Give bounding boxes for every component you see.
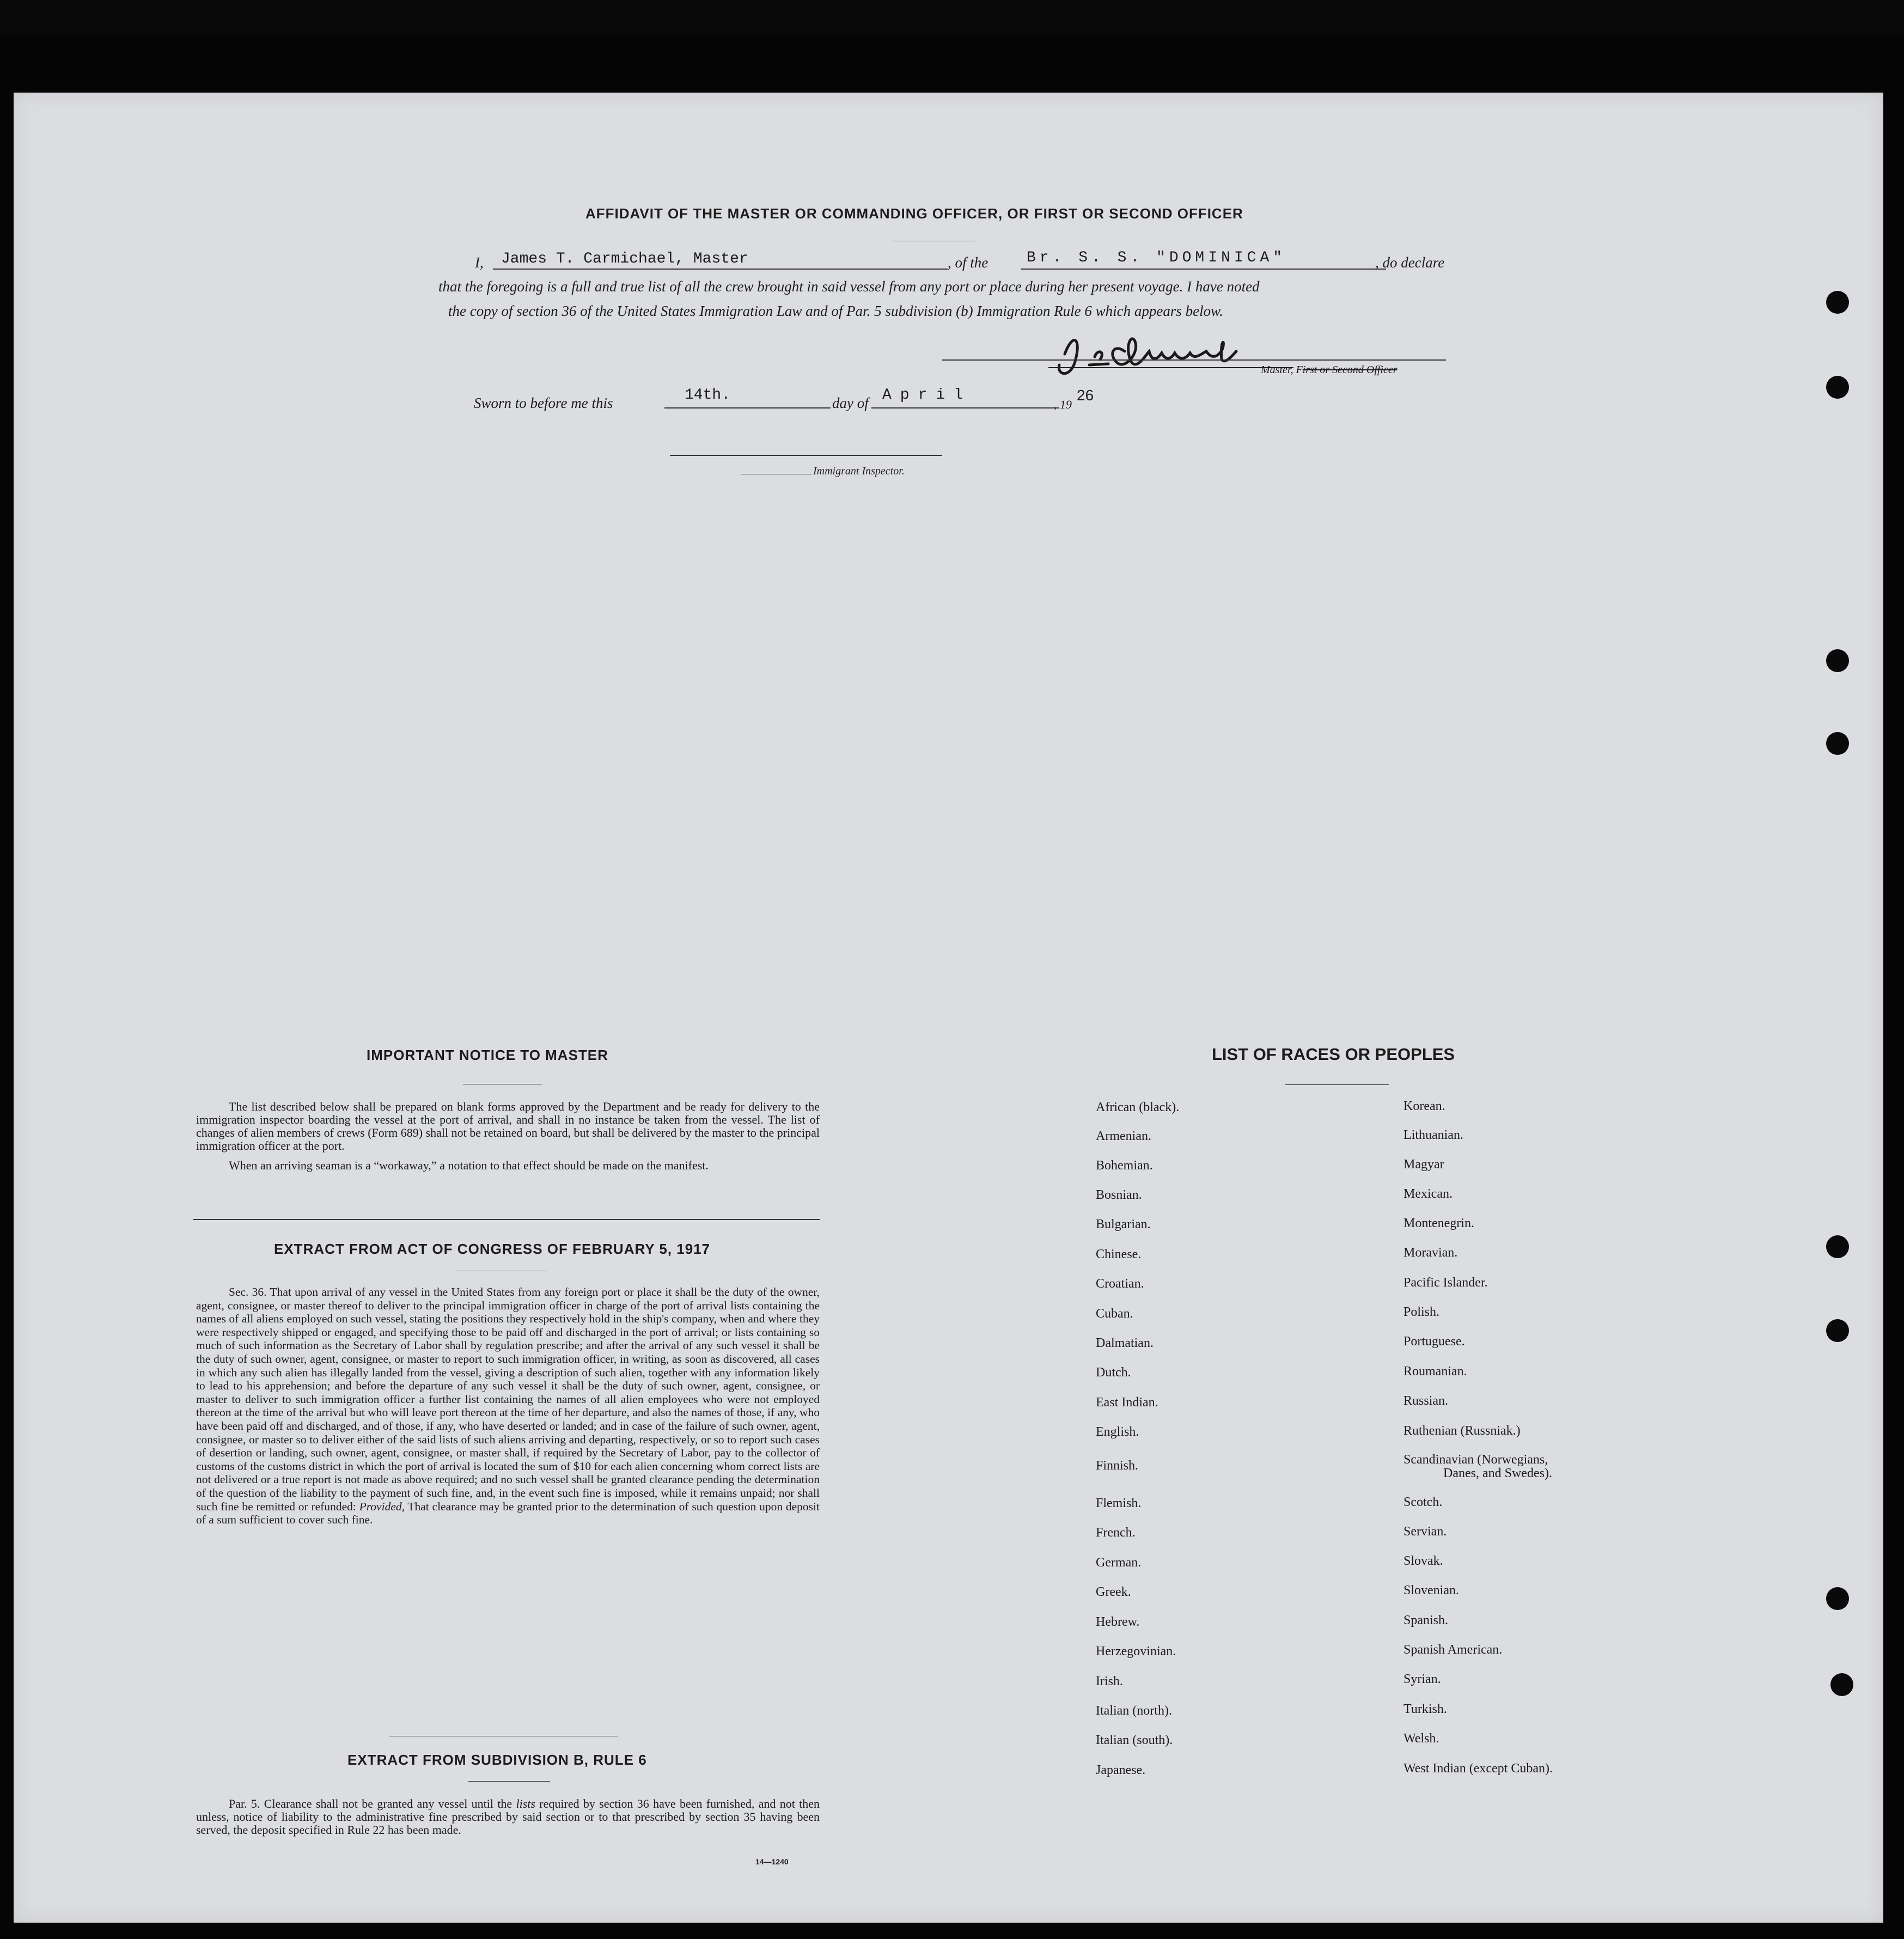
signature-line bbox=[942, 359, 1446, 361]
race-item: French. bbox=[1096, 1526, 1136, 1540]
year-field: 26 bbox=[1077, 387, 1094, 404]
race-item: Italian (north). bbox=[1096, 1704, 1172, 1718]
extract-rule-title: EXTRACT FROM SUBDIVISION B, RULE 6 bbox=[347, 1752, 647, 1768]
sworn-month-field: April bbox=[882, 387, 972, 404]
race-item: Greek. bbox=[1096, 1585, 1131, 1599]
binder-hole bbox=[1826, 732, 1849, 755]
race-item: Japanese. bbox=[1096, 1763, 1146, 1777]
binder-hole bbox=[1826, 376, 1849, 399]
race-item: Slovenian. bbox=[1403, 1583, 1459, 1597]
sworn-day-field: 14th. bbox=[685, 387, 731, 404]
race-item: Bosnian. bbox=[1096, 1188, 1142, 1202]
day-underline bbox=[664, 407, 831, 408]
race-item: Herzegovinian. bbox=[1096, 1644, 1176, 1658]
race-item: German. bbox=[1096, 1556, 1142, 1570]
lists-term: lists bbox=[516, 1797, 535, 1810]
provided-term: Provided, bbox=[359, 1499, 405, 1513]
extract-rule-rule bbox=[468, 1781, 550, 1782]
month-underline bbox=[871, 407, 1059, 408]
race-item: Dutch. bbox=[1096, 1365, 1131, 1380]
paragraph-5-text bbox=[196, 1797, 820, 1837]
inspector-label: Immigrant Inspector. bbox=[813, 465, 905, 477]
race-item: Scotch. bbox=[1403, 1495, 1443, 1509]
paragraph-5-lead: Par. 5. Clearance shall not be granted any vessel until the bbox=[229, 1797, 512, 1810]
race-item: Scandinavian (Norwegians, bbox=[1403, 1453, 1548, 1467]
race-item: Welsh. bbox=[1403, 1731, 1439, 1746]
affidavit-line-3: the copy of section 36 of the United States Immigration Law and of Par. 5 subdivision (b) Immigration Rule 6 which appears below. bbox=[448, 303, 1223, 319]
race-item: Chinese. bbox=[1096, 1247, 1142, 1261]
race-item: Roumanian. bbox=[1403, 1364, 1467, 1379]
notice-text bbox=[196, 1100, 820, 1172]
paragraph-5-body: required by section 36 have been furnished, and not then unless, notice of liability to the administrative fine prescribed by said section or to that prescribed by section 35 having been served, the deposit specified in Rule 22 has been made. bbox=[196, 1797, 820, 1837]
notice-divider bbox=[193, 1219, 820, 1220]
signature-role-prefix: Master, F bbox=[1261, 364, 1303, 376]
race-item: Magyar bbox=[1403, 1157, 1444, 1172]
signature-role-struck: irst or Second Officer bbox=[1302, 364, 1398, 376]
binder-hole bbox=[1826, 649, 1849, 672]
sworn-prefix: Sworn to before me this bbox=[474, 395, 613, 411]
races-title: LIST OF RACES OR PEOPLES bbox=[1212, 1045, 1455, 1064]
race-item: West Indian (except Cuban). bbox=[1403, 1761, 1553, 1776]
binder-hole bbox=[1826, 1587, 1849, 1610]
do-declare-label: , do declare bbox=[1375, 254, 1445, 271]
signature-role-caption bbox=[1261, 364, 1398, 376]
race-item: Italian (south). bbox=[1096, 1733, 1173, 1747]
race-item: English. bbox=[1096, 1425, 1139, 1439]
extract-act-title: EXTRACT FROM ACT OF CONGRESS OF FEBRUARY 5, 1917 bbox=[274, 1241, 711, 1257]
races-title-rule bbox=[1285, 1084, 1389, 1085]
name-underline bbox=[493, 269, 948, 270]
race-item: Montenegrin. bbox=[1403, 1216, 1474, 1230]
race-item: Lithuanian. bbox=[1403, 1128, 1463, 1142]
document-page bbox=[14, 93, 1883, 1923]
race-item-continuation: Danes, and Swedes). bbox=[1443, 1466, 1552, 1480]
race-item: Russian. bbox=[1403, 1394, 1449, 1408]
race-item: Mexican. bbox=[1403, 1187, 1453, 1201]
section-36-text bbox=[196, 1285, 820, 1527]
race-item: Polish. bbox=[1403, 1305, 1440, 1319]
section-36-proviso: That clearance may be granted prior to the determination of such question upon deposit of a sum sufficient to cover such fine. bbox=[196, 1499, 820, 1527]
binder-hole bbox=[1826, 291, 1849, 314]
race-item: Moravian. bbox=[1403, 1246, 1458, 1260]
race-item: Portuguese. bbox=[1403, 1334, 1465, 1349]
affidavit-prefix: I, bbox=[475, 254, 484, 271]
race-item: Spanish American. bbox=[1403, 1643, 1503, 1657]
race-item: Slovak. bbox=[1403, 1554, 1443, 1568]
binder-hole bbox=[1826, 1235, 1849, 1258]
notice-title: IMPORTANT NOTICE TO MASTER bbox=[367, 1047, 608, 1063]
binder-hole bbox=[1830, 1673, 1853, 1696]
race-item: Servian. bbox=[1403, 1525, 1447, 1539]
form-number: 14—1240 bbox=[755, 1857, 789, 1866]
affidavit-line-2: that the foregoing is a full and true list of all the crew brought in said vessel from any port or place during her present voyage. I have noted bbox=[438, 278, 1260, 295]
notice-paragraph-2: When an arriving seaman is a “workaway,” a notation to that effect should be made on the manifest. bbox=[229, 1158, 709, 1172]
race-item: Turkish. bbox=[1403, 1702, 1447, 1716]
race-item: Irish. bbox=[1096, 1674, 1123, 1688]
race-item: Croatian. bbox=[1096, 1277, 1144, 1291]
race-item: East Indian. bbox=[1096, 1395, 1158, 1410]
race-item: Hebrew. bbox=[1096, 1615, 1140, 1629]
binder-hole bbox=[1826, 1319, 1849, 1342]
vessel-name-field: Br. S. S. "DOMINICA" bbox=[1027, 249, 1286, 266]
year-prefix: , 19 bbox=[1054, 398, 1072, 411]
race-item: Korean. bbox=[1403, 1099, 1445, 1113]
race-item: Spanish. bbox=[1403, 1613, 1449, 1627]
section-36-body: Sec. 36. That upon arrival of any vessel in the United States from any foreign port or place it shall be the duty of the owner, agent, consignee, or master thereof to deliver to the principal immigration officer in charge of the port of arrival lists containing the names of all aliens employed on such vessel, stating the positions they respectively hold in the ship's company, when and where they were respectively shipped or engaged, and specifying those to be paid off and discharged in the port of arrival; or lists containing so much of such information as the Secretary of Labor shall by regulation prescribe; and after the arrival of any such vessel it shall be the duty of such owner, agent, consignee, or master to report to such immigration officer, in writing, as soon as discovered, all cases in which any such alien has illegally landed from the vessel, giving a description of such alien, together with any information likely to lead to his apprehension; and before the departure of any such vessel it shall be the duty of such owner, agent, consignee, or master to deliver to such immigration officer a further list containing the names of all alien employees who were not employed thereon at the time of the arrival but who will leave port thereon at the time of her departure, and also the names of those, if any, who have been paid off and discharged, and of those, if any, who have deserted or landed; and in case of the failure of such owner, agent, consignee, or master so to deliver either of the said lists of such aliens arriving and departing, respectively, or so to report such cases of desertion or landing, such owner, agent, consignee, or master shall, if required by the Secretary of Labor, pay to the collector of customs of the customs district in which the port of arrival is located the sum of $10 for each alien concerning whom correct lists are not delivered or a true report is not made as above required; and no such vessel shall be granted clearance pending the determination of the question of the liability to the payment of such fine, and, in the event such fine is imposed, while it remains unpaid; nor shall such fine be remitted or refunded: bbox=[196, 1285, 820, 1513]
race-item: Armenian. bbox=[1096, 1129, 1151, 1143]
race-item: African (black). bbox=[1096, 1100, 1180, 1114]
race-item: Flemish. bbox=[1096, 1496, 1142, 1510]
race-item: Pacific Islander. bbox=[1403, 1276, 1488, 1290]
race-item: Ruthenian (Russniak.) bbox=[1403, 1424, 1521, 1438]
race-item: Cuban. bbox=[1096, 1307, 1133, 1321]
affidavit-title: AFFIDAVIT OF THE MASTER OR COMMANDING OFFICER, OR FIRST OR SECOND OFFICER bbox=[585, 205, 1243, 222]
race-item: Dalmatian. bbox=[1096, 1336, 1154, 1350]
notice-paragraph-1: The list described below shall be prepared on blank forms approved by the Department and be ready for delivery to the immigration inspector boarding the vessel at the port of arrival, and shall in no instance be taken from the vessel. The list of changes of alien members of crews (Form 689) shall not be retained on board, but shall be delivered by the master to the principal immigration officer at the port. bbox=[196, 1100, 820, 1153]
vessel-underline bbox=[1021, 269, 1386, 270]
race-item: Finnish. bbox=[1096, 1459, 1139, 1473]
master-name-field: James T. Carmichael, Master bbox=[501, 251, 748, 267]
day-of-label: day of bbox=[832, 395, 869, 411]
race-item: Bohemian. bbox=[1096, 1158, 1153, 1173]
inspector-line bbox=[670, 455, 942, 456]
of-the-label: , of the bbox=[948, 254, 988, 271]
race-item: Bulgarian. bbox=[1096, 1217, 1151, 1231]
race-item: Syrian. bbox=[1403, 1672, 1441, 1686]
scan-top-border bbox=[0, 0, 1904, 33]
